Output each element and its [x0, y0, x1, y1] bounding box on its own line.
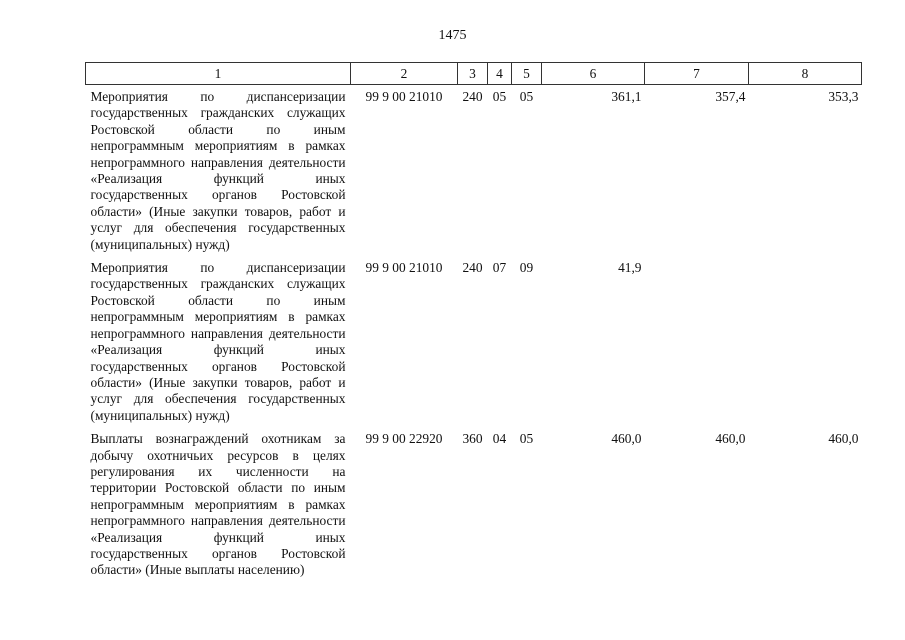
row-description: Мероприятия по диспансеризации государственных гражданских служащих Ростовской области по иным непрограммным мероприятиям в рамках непрограммного направления деятельности «Реализация функций иных государственных органов Ростовской области» (Иные закупки товаров, работ и услуг для обеспечения государственных (муниципальных) нужд)	[90, 89, 346, 252]
column-header-5: 5	[512, 63, 542, 85]
row-section: 05	[492, 89, 507, 104]
table-header-row	[86, 63, 862, 85]
row-expense-type: 240	[462, 89, 483, 104]
row-value-year-2: 460,0	[715, 431, 746, 447]
row-target-code: 99 9 00 21010	[365, 89, 443, 104]
column-header-8: 8	[749, 63, 862, 85]
row-subsection: 05	[519, 89, 534, 104]
row-expense-type: 240	[462, 260, 483, 276]
row-expense-type: 360	[462, 431, 483, 447]
column-header-3: 3	[458, 63, 488, 85]
row-value-year-3: 353,3	[828, 89, 859, 104]
column-header-7: 7	[645, 63, 749, 85]
table-row	[86, 256, 862, 427]
row-value-year-1: 460,0	[611, 431, 642, 447]
row-value-year-3: 460,0	[828, 431, 859, 447]
budget-table	[85, 62, 862, 582]
column-header-4: 4	[488, 63, 512, 85]
row-section: 04	[492, 431, 507, 447]
row-value-year-2	[645, 256, 749, 427]
table-row	[86, 427, 862, 582]
row-description: Выплаты вознаграждений охотникам за добычу охотничьих ресурсов в целях регулирования их численности на территории Ростовской области по иным непрограммным мероприятиям в рамках непрограммного направления деятельности «Реализация функций иных государственных органов Ростовской области» (Иные выплаты населению)	[90, 431, 346, 578]
page-number: 1475	[438, 28, 467, 43]
row-subsection: 09	[519, 260, 534, 276]
row-value-year-2: 357,4	[715, 89, 746, 104]
row-target-code: 99 9 00 21010	[365, 260, 443, 276]
table-row	[86, 85, 862, 257]
column-header-1: 1	[86, 63, 351, 85]
row-value-year-1: 41,9	[618, 260, 642, 276]
row-section: 07	[492, 260, 507, 276]
row-value-year-3	[749, 256, 862, 427]
row-subsection: 05	[519, 431, 534, 447]
column-header-2: 2	[351, 63, 458, 85]
row-value-year-1: 361,1	[611, 89, 642, 104]
row-description: Мероприятия по диспансеризации государственных гражданских служащих Ростовской области по иным непрограммным мероприятиям в рамках непрограммного направления деятельности «Реализация функций иных государственных органов Ростовской области» (Иные закупки товаров, работ и услуг для обеспечения государственных (муниципальных) нужд)	[90, 260, 346, 423]
row-target-code: 99 9 00 22920	[365, 431, 443, 447]
column-header-6: 6	[542, 63, 645, 85]
